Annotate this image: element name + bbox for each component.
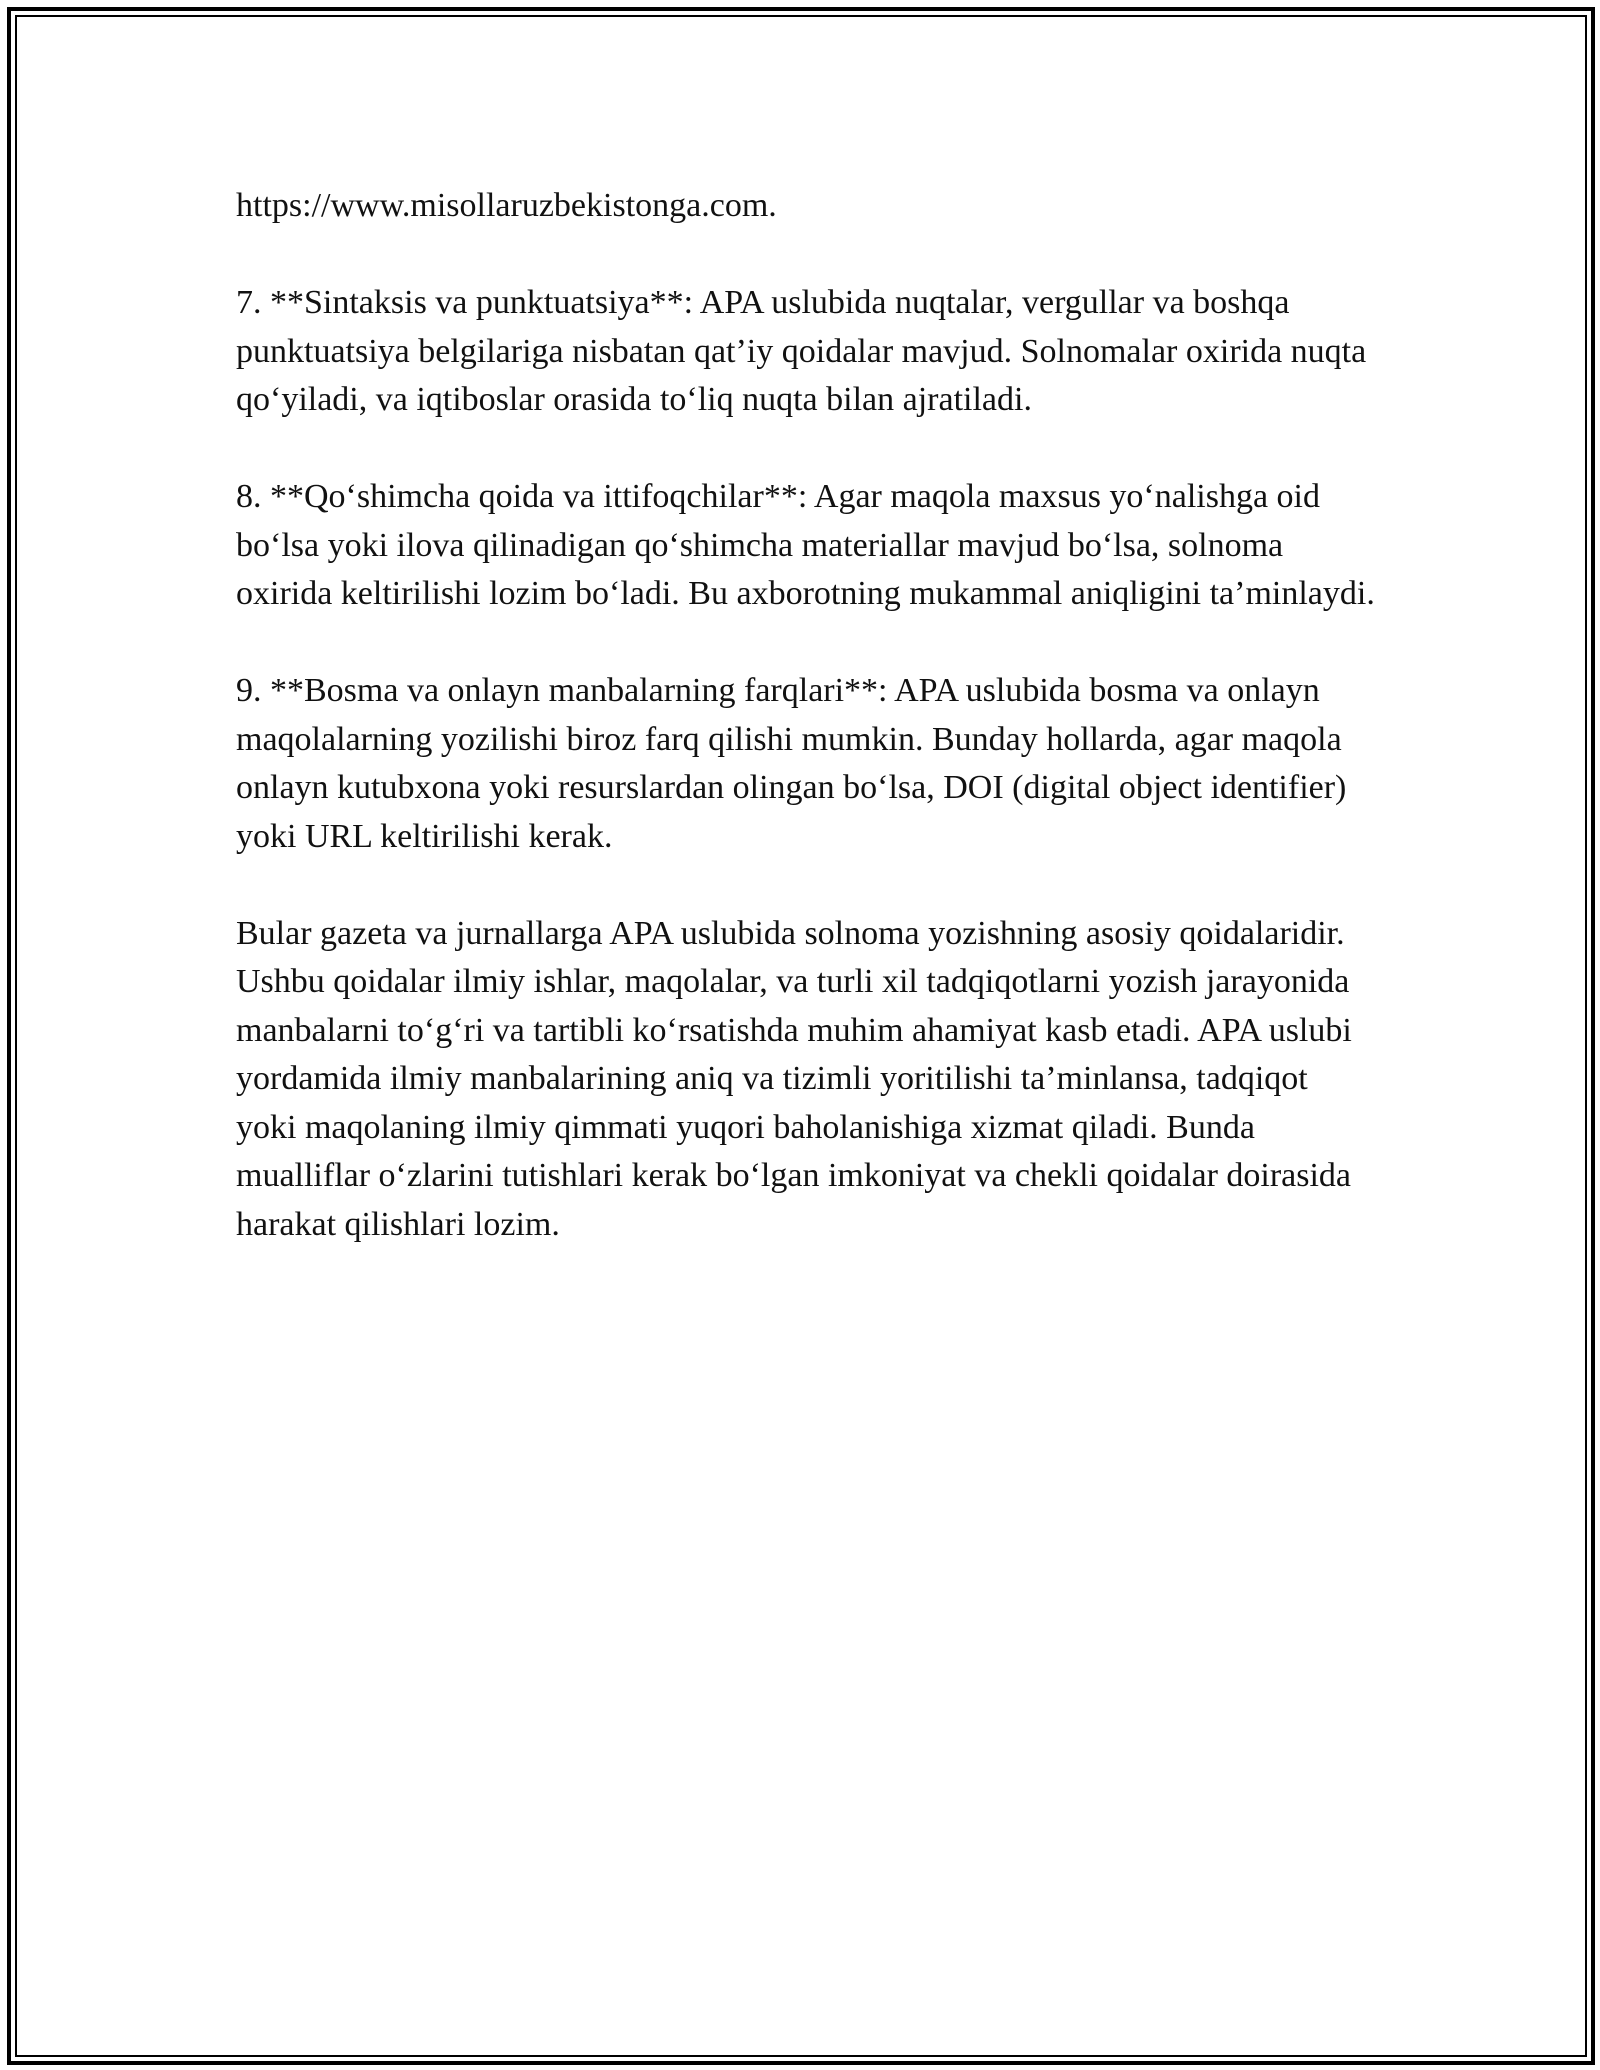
paragraph-item-9: 9. **Bosma va onlayn manbalarning farqlari**: APA uslubida bosma va onlayn maqolalarning yozilishi biroz farq qilishi mumkin. Bunday hollarda, agar maqola onlayn kutubxona yoki resurslardan olingan bo‘lsa, DOI (digital object identifier) yoki URL keltirilishi kerak.	[236, 672, 1347, 855]
paragraph-item-7: 7. **Sintaksis va punktuatsiya**: APA uslubida nuqtalar, vergullar va boshqa punktuatsiya belgilariga nisbatan qat’iy qoidalar mavjud. Solnomalar oxirida nuqta qo‘yiladi, va iqtiboslar orasida to‘liq nuqta bilan ajratiladi.	[236, 284, 1367, 418]
paragraph-url: https://www.misollaruzbekistonga.com.	[236, 187, 777, 224]
document-body	[236, 182, 1376, 1249]
paragraph-conclusion: Bular gazeta va jurnallarga APA uslubida solnoma yozishning asosiy qoidalaridir. Ushbu qoidalar ilmiy ishlar, maqolalar, va turli xil tadqiqotlarni yozish jarayonida manbalarni to‘g‘ri va tartibli ko‘rsatishda muhim ahamiyat kasb etadi. APA uslubi yordamida ilmiy manbalarining aniq va tizimli yoritilishi ta’minlansa, tadqiqot yoki maqolaning ilmiy qimmati yuqori baholanishiga xizmat qiladi. Bunda mualliflar o‘zlarini tutishlari kerak bo‘lgan imkoniyat va chekli qoidalar doirasida harakat qilishlari lozim.	[236, 914, 1352, 1243]
paragraph-item-8: 8. **Qo‘shimcha qoida va ittifoqchilar**: Agar maqola maxsus yo‘nalishga oid bo‘lsa yoki ilova qilinadigan qo‘shimcha materiallar mavjud bo‘lsa, solnoma oxirida keltirilishi lozim bo‘ladi. Bu axborotning mukammal aniqligini ta’minlaydi.	[236, 478, 1375, 612]
